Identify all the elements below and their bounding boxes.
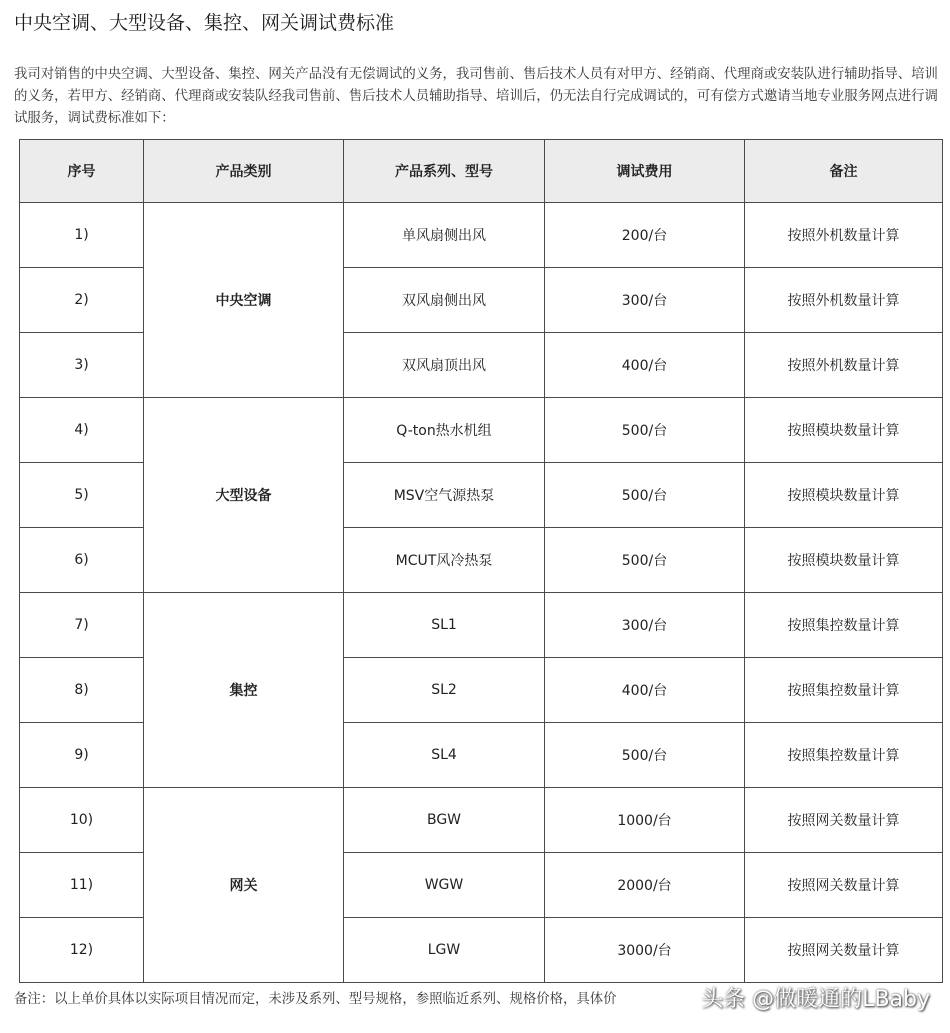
table-row bbox=[20, 788, 943, 853]
model-cell: 双风扇顶出风 bbox=[344, 333, 545, 398]
remark-cell: 按照网关数量计算 bbox=[745, 788, 943, 853]
remark-cell: 按照集控数量计算 bbox=[745, 593, 943, 658]
remark-cell: 按照外机数量计算 bbox=[745, 333, 943, 398]
fee-cell: 500/台 bbox=[545, 398, 745, 463]
fee-cell: 300/台 bbox=[545, 268, 745, 333]
seq-cell: 1) bbox=[20, 203, 144, 268]
seq-cell: 12) bbox=[20, 918, 144, 983]
model-cell: WGW bbox=[344, 853, 545, 918]
model-cell: MCUT风冷热泵 bbox=[344, 528, 545, 593]
remark-cell: 按照外机数量计算 bbox=[745, 268, 943, 333]
model-cell: LGW bbox=[344, 918, 545, 983]
model-cell: MSV空气源热泵 bbox=[344, 463, 545, 528]
model-cell: SL2 bbox=[344, 658, 545, 723]
watermark: 头条 @做暖通的LBaby bbox=[701, 987, 930, 1012]
fee-cell: 200/台 bbox=[545, 203, 745, 268]
remark-cell: 按照模块数量计算 bbox=[745, 528, 943, 593]
category-cell: 网关 bbox=[144, 788, 344, 983]
seq-cell: 7) bbox=[20, 593, 144, 658]
fee-table bbox=[19, 139, 943, 983]
header-remark: 备注 bbox=[745, 140, 943, 203]
page-title: 中央空调、大型设备、集控、网关调试费标准 bbox=[14, 12, 395, 34]
fee-cell: 3000/台 bbox=[545, 918, 745, 983]
fee-cell: 400/台 bbox=[545, 333, 745, 398]
remark-cell: 按照集控数量计算 bbox=[745, 658, 943, 723]
header-seq: 序号 bbox=[20, 140, 144, 203]
model-cell: Q-ton热水机组 bbox=[344, 398, 545, 463]
category-cell: 大型设备 bbox=[144, 398, 344, 593]
remark-cell: 按照外机数量计算 bbox=[745, 203, 943, 268]
model-cell: SL1 bbox=[344, 593, 545, 658]
fee-cell: 500/台 bbox=[545, 463, 745, 528]
header-category: 产品类别 bbox=[144, 140, 344, 203]
model-cell: 单风扇侧出风 bbox=[344, 203, 545, 268]
fee-cell: 500/台 bbox=[545, 723, 745, 788]
table-row bbox=[20, 398, 943, 463]
remark-cell: 按照模块数量计算 bbox=[745, 463, 943, 528]
header-model: 产品系列、型号 bbox=[344, 140, 545, 203]
seq-cell: 11) bbox=[20, 853, 144, 918]
model-cell: BGW bbox=[344, 788, 545, 853]
seq-cell: 6) bbox=[20, 528, 144, 593]
fee-cell: 2000/台 bbox=[545, 853, 745, 918]
remark-cell: 按照集控数量计算 bbox=[745, 723, 943, 788]
fee-cell: 300/台 bbox=[545, 593, 745, 658]
table-row bbox=[20, 593, 943, 658]
remark-cell: 按照模块数量计算 bbox=[745, 398, 943, 463]
fee-cell: 1000/台 bbox=[545, 788, 745, 853]
remark-cell: 按照网关数量计算 bbox=[745, 918, 943, 983]
header-fee: 调试费用 bbox=[545, 140, 745, 203]
seq-cell: 4) bbox=[20, 398, 144, 463]
category-cell: 中央空调 bbox=[144, 203, 344, 398]
category-cell: 集控 bbox=[144, 593, 344, 788]
seq-cell: 8) bbox=[20, 658, 144, 723]
remark-cell: 按照网关数量计算 bbox=[745, 853, 943, 918]
intro-paragraph: 我司对销售的中央空调、大型设备、集控、网关产品没有无偿调试的义务，我司售前、售后技术人员有对甲方、经销商、代理商或安装队进行辅助指导、培训的义务，若甲方、经销商、代理商或安装队经我司售前、售后技术人员辅助指导、培训后，仍无法自行完成调试的，可有偿方式邀请当地专业服务网点进行调试服务，调试费标准如下： bbox=[14, 67, 938, 126]
seq-cell: 9) bbox=[20, 723, 144, 788]
model-cell: 双风扇侧出风 bbox=[344, 268, 545, 333]
seq-cell: 3) bbox=[20, 333, 144, 398]
seq-cell: 5) bbox=[20, 463, 144, 528]
model-cell: SL4 bbox=[344, 723, 545, 788]
seq-cell: 2) bbox=[20, 268, 144, 333]
table-header-row bbox=[20, 140, 943, 203]
seq-cell: 10) bbox=[20, 788, 144, 853]
footnote: 备注：以上单价具体以实际项目情况而定，未涉及系列、型号规格，参照临近系列、规格价格，具体价 bbox=[14, 992, 617, 1007]
table-row bbox=[20, 203, 943, 268]
fee-cell: 500/台 bbox=[545, 528, 745, 593]
fee-cell: 400/台 bbox=[545, 658, 745, 723]
